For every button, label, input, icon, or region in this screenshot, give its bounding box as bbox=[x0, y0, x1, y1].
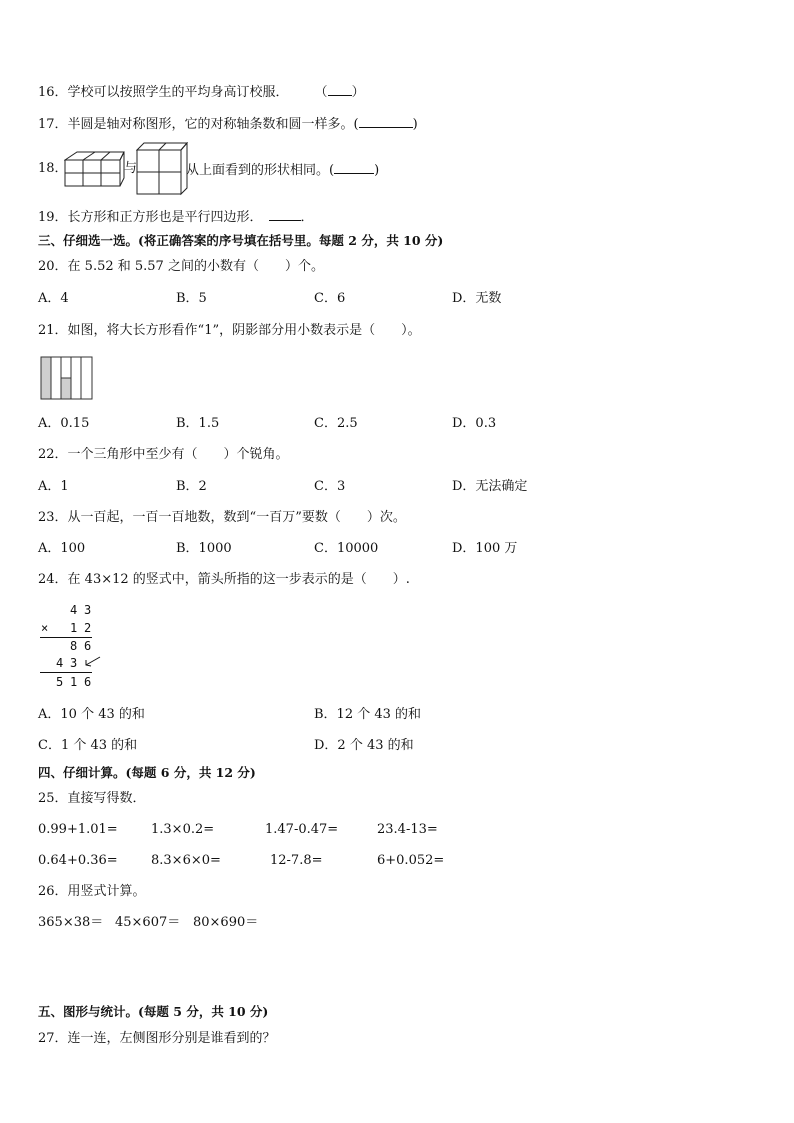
q24-option-d[interactable]: D．2 个 43 的和 bbox=[314, 738, 414, 753]
vm-digit: 4 bbox=[56, 656, 64, 670]
q23-option-b[interactable]: B．1000 bbox=[176, 541, 232, 556]
question-17-text: 17．半圆是轴对称图形，它的对称轴条数和圆一样多。 bbox=[38, 117, 354, 132]
question-19-end: ． bbox=[300, 210, 314, 225]
answer-blank-19[interactable] bbox=[269, 208, 301, 221]
calc-item: 1.47-0.47= bbox=[265, 822, 339, 837]
q22-option-c[interactable]: C．3 bbox=[314, 479, 346, 494]
vertical-calc-item: 80×690＝ bbox=[193, 915, 259, 930]
question-17-paren-open: ( bbox=[353, 117, 359, 132]
question-22-text: 22．一个三角形中至少有（ ）个锐角。 bbox=[38, 447, 289, 462]
q23-option-c[interactable]: C．10000 bbox=[314, 541, 379, 556]
q22-option-a[interactable]: A．1 bbox=[38, 479, 69, 494]
question-18-number: 18． bbox=[38, 161, 68, 176]
vm-digit: 1 bbox=[70, 675, 78, 689]
vm-digit: 4 bbox=[70, 603, 78, 617]
vm-digit: 3 bbox=[84, 603, 92, 617]
question-26-text: 26．用竖式计算。 bbox=[38, 884, 146, 899]
cube-figure-2x1x2 bbox=[64, 148, 126, 190]
q24-option-c[interactable]: C．1 个 43 的和 bbox=[38, 738, 138, 753]
q21-option-a[interactable]: A．0.15 bbox=[38, 416, 90, 431]
answer-blank-18[interactable] bbox=[334, 161, 374, 174]
vm-rule bbox=[40, 672, 92, 673]
question-17-paren-close: ) bbox=[412, 117, 418, 132]
question-23-text: 23．从一百起，一百一百地数，数到“一百万”要数（ ）次。 bbox=[38, 510, 406, 525]
q23-option-a[interactable]: A．100 bbox=[38, 541, 86, 556]
vm-digit: 2 bbox=[84, 621, 92, 635]
section-3-heading: 三、仔细选一选。(将正确答案的序号填在括号里。每题 2 分，共 10 分) bbox=[38, 233, 444, 248]
q24-option-b[interactable]: B．12 个 43 的和 bbox=[314, 707, 422, 722]
calc-item: 1.3×0.2= bbox=[151, 822, 215, 837]
section-5-heading: 五、图形与统计。(每题 5 分，共 10 分) bbox=[38, 1004, 269, 1019]
q22-option-b[interactable]: B．2 bbox=[176, 479, 207, 494]
calc-item: 23.4-13= bbox=[377, 822, 438, 837]
question-27-text: 27．连一连，左侧图形分别是谁看到的？ bbox=[38, 1031, 276, 1046]
vm-digit: 3 bbox=[70, 656, 78, 670]
vm-rule bbox=[40, 637, 92, 638]
question-16-text: 16．学校可以按照学生的平均身高订校服． bbox=[38, 85, 289, 100]
q20-option-b[interactable]: B．5 bbox=[176, 291, 207, 306]
question-21-text: 21．如图，将大长方形看作“1”，阴影部分用小数表示是（ ）。 bbox=[38, 323, 421, 338]
question-16 bbox=[38, 83, 365, 101]
question-19 bbox=[38, 208, 314, 226]
q24-option-a[interactable]: A．10 个 43 的和 bbox=[38, 707, 145, 722]
q23-option-d[interactable]: D．100 万 bbox=[452, 541, 518, 556]
q20-option-d[interactable]: D．无数 bbox=[452, 291, 502, 306]
question-17 bbox=[38, 115, 418, 133]
calc-item: 6+0.052= bbox=[377, 853, 445, 868]
vertical-calc-item: 45×607＝ bbox=[115, 915, 181, 930]
section-4-heading: 四、仔细计算。(每题 6 分，共 12 分) bbox=[38, 765, 256, 780]
question-16-paren-close: ） bbox=[351, 85, 365, 100]
question-18-mid: 与 bbox=[124, 161, 138, 176]
calc-item: 12-7.8= bbox=[270, 853, 323, 868]
vm-digit: 6 bbox=[84, 639, 92, 653]
vm-digit: 1 bbox=[70, 621, 78, 635]
arrow-icon bbox=[82, 655, 102, 669]
question-19-text: 19．长方形和正方形也是平行四边形． bbox=[38, 210, 263, 225]
q21-option-c[interactable]: C．2.5 bbox=[314, 416, 358, 431]
q20-option-a[interactable]: A．4 bbox=[38, 291, 69, 306]
q21-option-d[interactable]: D．0.3 bbox=[452, 416, 497, 431]
question-18-paren-open: ( bbox=[329, 163, 335, 178]
vertical-calc-item: 365×38＝ bbox=[38, 915, 104, 930]
q22-option-d[interactable]: D．无法确定 bbox=[452, 479, 528, 494]
question-16-paren-open: （ bbox=[314, 85, 328, 100]
vm-times-sign: × bbox=[41, 621, 49, 635]
vm-digit: 5 bbox=[56, 675, 64, 689]
question-18-text: 从上面看到的形状相同。 bbox=[186, 163, 330, 178]
question-24-text: 24．在 43×12 的竖式中，箭头所指的这一步表示的是（ ）. bbox=[38, 572, 410, 587]
question-18-tail bbox=[186, 161, 379, 179]
cube-figure-stacked bbox=[136, 142, 188, 196]
vm-digit: 8 bbox=[70, 639, 78, 653]
question-18-paren-close: ) bbox=[374, 163, 380, 178]
q21-option-b[interactable]: B．1.5 bbox=[176, 416, 220, 431]
shaded-rectangle-figure bbox=[40, 356, 94, 400]
vm-digit: 6 bbox=[84, 675, 92, 689]
q20-option-c[interactable]: C．6 bbox=[314, 291, 346, 306]
calc-item: 8.3×6×0= bbox=[151, 853, 221, 868]
vertical-multiplication bbox=[38, 603, 108, 691]
calc-item: 0.64+0.36= bbox=[38, 853, 118, 868]
answer-blank-16[interactable] bbox=[328, 83, 352, 96]
answer-blank-17[interactable] bbox=[359, 115, 413, 128]
question-25-text: 25．直接写得数． bbox=[38, 791, 146, 806]
calc-item: 0.99+1.01= bbox=[38, 822, 118, 837]
question-20-text: 20．在 5.52 和 5.57 之间的小数有（ ）个。 bbox=[38, 259, 324, 274]
